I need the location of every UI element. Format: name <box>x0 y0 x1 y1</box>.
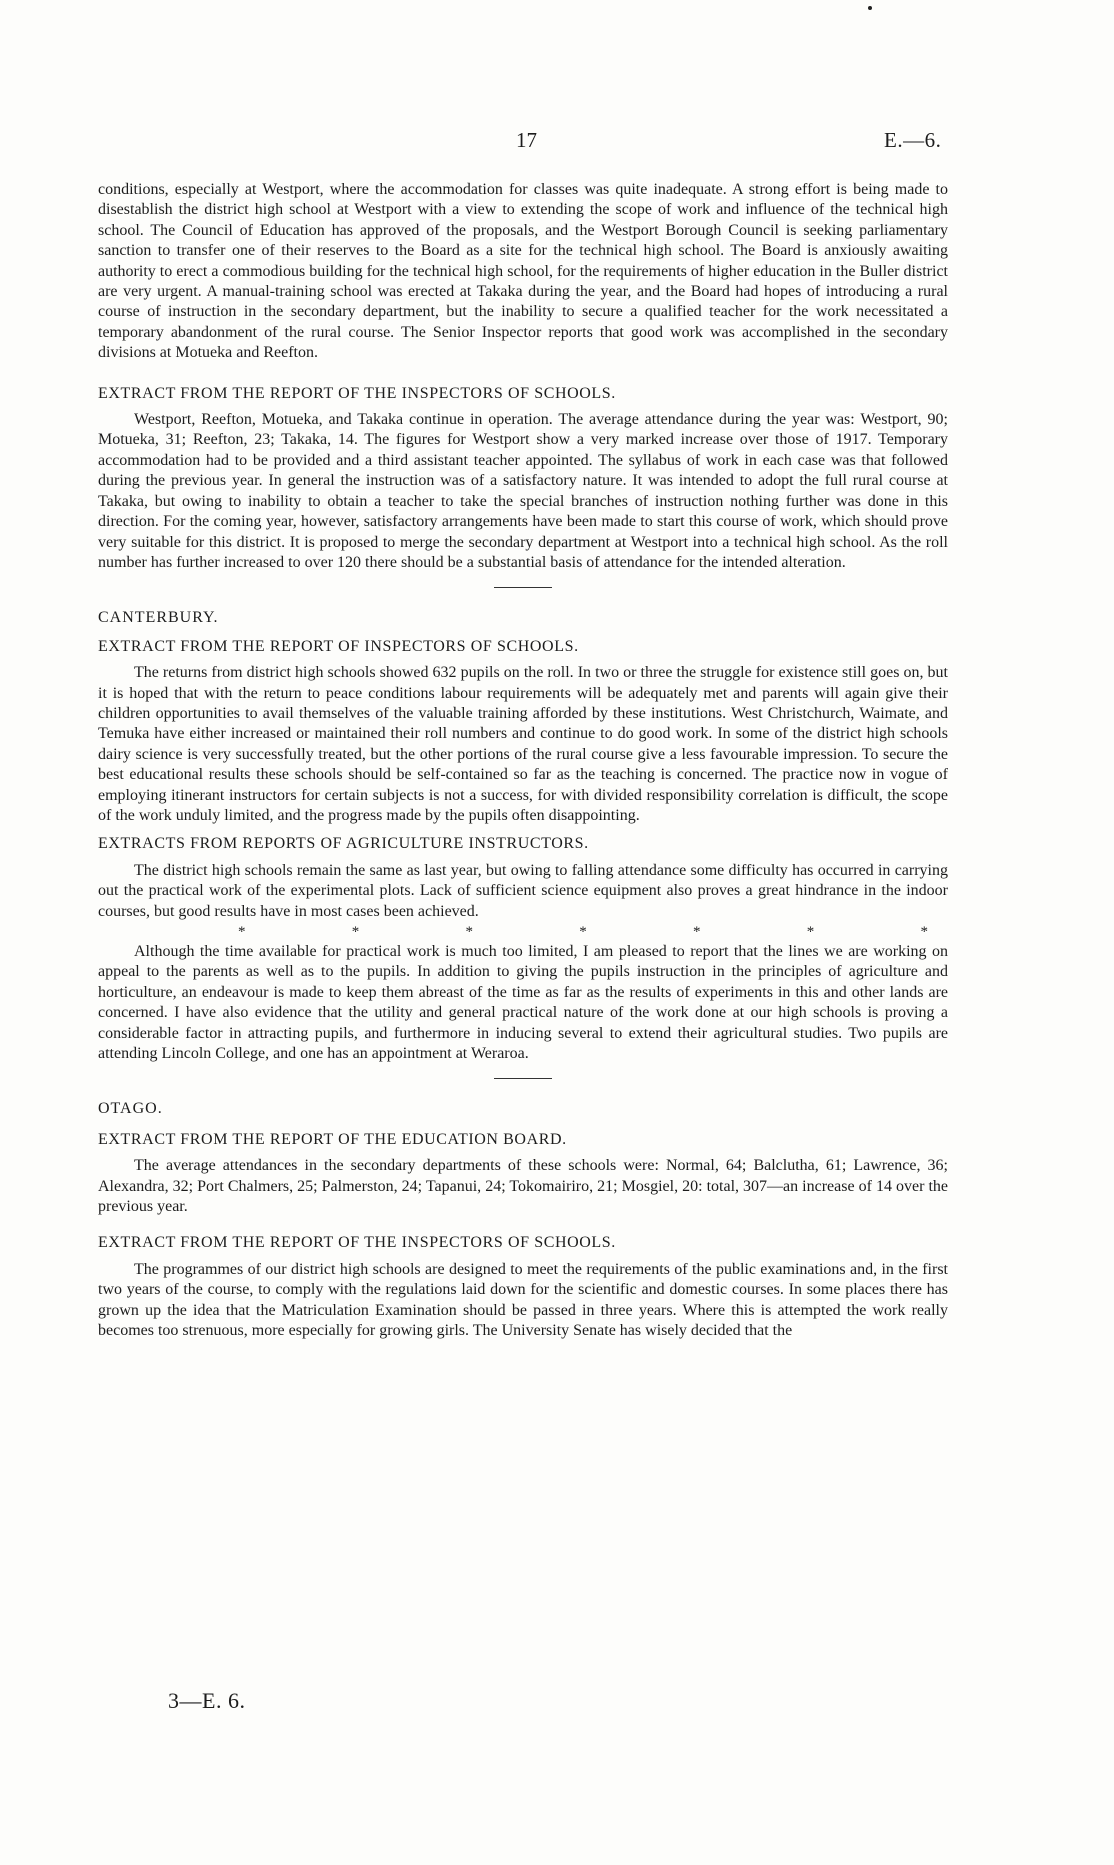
footer-signature: 3—E. 6. <box>168 1688 246 1713</box>
heading-inspectors-report-otago: EXTRACT FROM THE REPORT OF THE INSPECTORS OF SCHOOLS. <box>98 1234 616 1252</box>
paragraph-canterbury: The returns from district high schools showed 632 pupils on the roll. In two or three the struggle for existence still goes on, but it is hoped that with the return to peace conditions labour requirements will be adequately met and parents will again give their children opportunities to avail themselves of the valuable training afforded by these institutions. West Christchurch, Waimate, and Temuka have either increased or maintained their roll numbers and continue to do good work. In some of the district high schools dairy science is very successfully treated, but the other portions of the rural course give a less favourable impression. To secure the best educational results these schools should be self-contained so far as the teaching is concerned. The practice now in vogue of employing itinerant instructors for certain subjects is not a success, for with divided responsibility correlation is difficult, the scope of the work unduly limited, and the progress made by the pupils often disappointing. <box>98 664 948 824</box>
asterisk: * <box>806 924 815 940</box>
region-title-canterbury: CANTERBURY. <box>98 609 219 627</box>
heading-inspectors-report-nelson: EXTRACT FROM THE REPORT OF THE INSPECTORS OF SCHOOLS. <box>98 384 616 402</box>
paragraph-agriculture-1: The district high schools remain the same as last year, but owing to falling attendance some difficulty has occurred in carrying out the practical work of the experimental plots. Lack of sufficient science equipment also proves a great hindrance in the indoor courses, but good results have in most cases been achieved. <box>98 861 948 920</box>
paragraph-intro: conditions, especially at Westport, where the accommodation for classes was quite inadequate. A strong effort is being made to disestablish the district high school at Westport with a view to extending the scope of work and influence of the technical high school. The Council of Education has approved of the proposals, and the Westport Borough Council is seeking parliamentary sanction to transfer one of their reserves to the Board as a site for the technical high school. The Board is anxiously awaiting authority to erect a commodious building for the technical high school, for the requirements of higher education in the Buller district are very urgent. A manual-training school was erected at Takaka during the year, and the Board had hopes of introducing a rural course of instruction in the secondary department, but the inability to secure a qualified teacher for the work necessitated a temporary abandonment of the rural course. The Senior Inspector reports that good work was accomplished in the secondary divisions at Motueka and Reefton. <box>98 181 948 362</box>
asterisk-separator <box>238 922 928 942</box>
asterisk: * <box>351 924 360 940</box>
document-reference: E.—6. <box>884 128 942 152</box>
region-title-otago: OTAGO. <box>98 1100 163 1118</box>
asterisk: * <box>579 924 587 940</box>
asterisk: * <box>238 924 246 940</box>
paragraph-final: The programmes of our district high schools are designed to meet the requirements of the public examinations and, in the first two years of the course, to comply with the regulations laid down for the scientific and domestic courses. In some places there has grown up the idea that the Matriculation Examination should be passed in three years. Where this is attempted the work really becomes too strenuous, more especially for growing girls. The University Senate has wisely decided that the <box>98 1260 948 1340</box>
document-body <box>98 180 948 1342</box>
paragraph-agriculture-2: Although the time available for practical work is much too limited, I am pleased to report that the lines we are working on appeal to the parents as well as to the pupils. In addition to giving the pupils instruction in the principles of agriculture and horticulture, an endeavour is made to keep them abreast of the time as far as the results of experiments in this and other lands are concerned. I have also evidence that the utility and general practical nature of the work done at our high schools is proving a considerable factor in attracting pupils, and furthermore in inducing several to extend their agricultural studies. Two pupils are attending Lincoln College, and one has an appointment at Weraroa. <box>98 943 948 1063</box>
heading-agriculture-instructors: EXTRACTS FROM REPORTS OF AGRICULTURE INSTRUCTORS. <box>98 835 589 853</box>
heading-education-board-report: EXTRACT FROM THE REPORT OF THE EDUCATION BOARD. <box>98 1130 567 1148</box>
asterisk: * <box>465 924 473 940</box>
page-number: 17 <box>516 128 537 152</box>
paragraph-westport: Westport, Reefton, Motueka, and Takaka continue in operation. The average attendance during the year was: Westport, 90; Motueka, 31; Reefton, 23; Takaka, 14. The figures for Westport show a very marked increase over those of 1917. Temporary accommodation had to be provided and a third assistant teacher appointed. The syllabus of work in each case was that followed during the previous year. In general the instruction was of a satisfactory nature. It was intended to adopt the full rural course at Takaka, but owing to inability to obtain a teacher to take the special branches of instruction nothing further was done in this direction. For the coming year, however, satisfactory arrangements have been made to start this course of work, which should prove very suitable for this district. It is proposed to merge the secondary department at Westport into a technical high school. As the roll number has further increased to over 120 there should be a substantial basis of attendance for the intended alteration. <box>98 411 948 571</box>
ink-dot <box>868 6 872 10</box>
asterisk: * <box>693 924 701 940</box>
asterisk: * <box>920 924 928 940</box>
paragraph-otago: The average attendances in the secondary departments of these schools were: Normal, 64; Balclutha, 61; Lawrence, 36; Alexandra, 32; Port Chalmers, 25; Palmerston, 24; Tapanui, 24; Tokomairiro, 21; Mosgiel, 20: total, 307—an increase of 14 over the previous year. <box>98 1157 948 1216</box>
heading-inspectors-report-canterbury: EXTRACT FROM THE REPORT OF INSPECTORS OF SCHOOLS. <box>98 637 579 655</box>
